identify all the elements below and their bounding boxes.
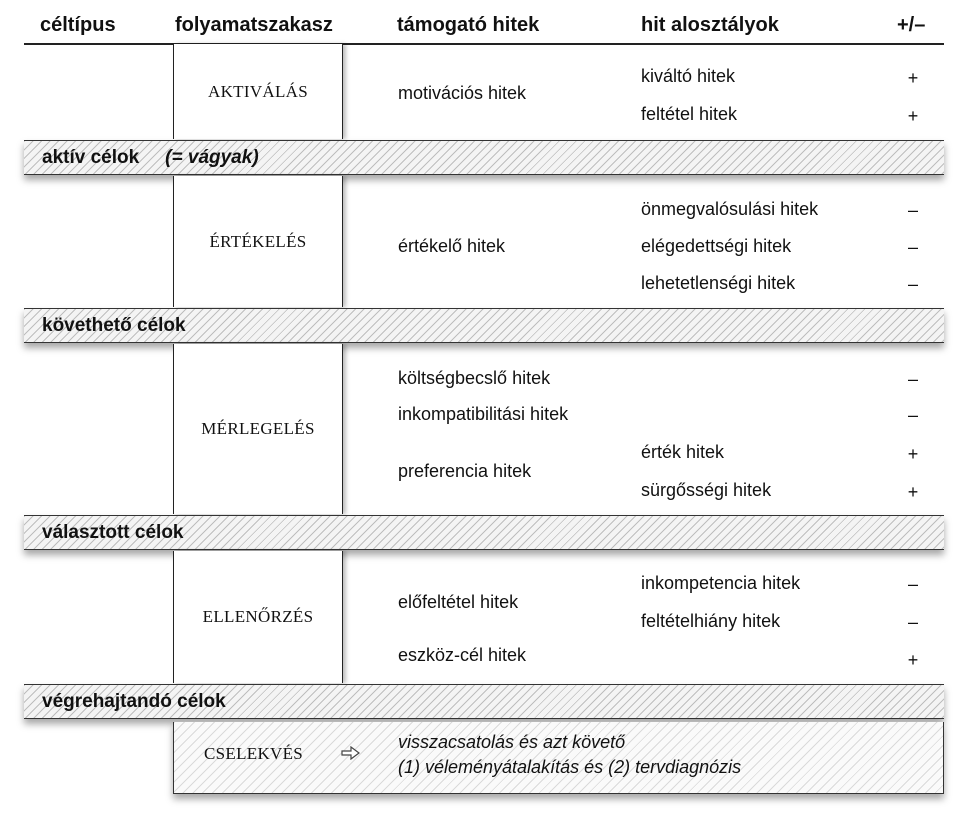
- sign-trigger: +: [907, 68, 919, 88]
- sign-value: +: [907, 444, 919, 464]
- stage-box-deliberation: [173, 344, 343, 514]
- sign-self-realization: –: [907, 200, 918, 220]
- stage-activation: AKTIVÁLÁS: [208, 81, 308, 101]
- sign-impossibility: –: [907, 274, 918, 294]
- subclass-trigger: kiváltó hitek: [641, 66, 736, 86]
- sign-condition: +: [907, 106, 919, 126]
- band-executable-goals: [24, 684, 944, 719]
- sign-condition-lack: –: [907, 612, 918, 632]
- subclass-self-realization: önmegvalósulási hitek: [641, 199, 819, 219]
- stage-box-activation: [173, 44, 343, 139]
- stage-checking: ELLENŐRZÉS: [202, 607, 314, 626]
- belief-means-end: eszköz-cél hitek: [398, 645, 527, 665]
- band-pursuable-goals: [24, 308, 944, 343]
- subclass-value: érték hitek: [641, 442, 725, 462]
- belief-incompatibility: inkompatibilitási hitek: [398, 404, 569, 424]
- stage-box-checking: [173, 551, 343, 683]
- chosen-goals-label: választott célok: [42, 521, 184, 543]
- belief-precondition: előfeltétel hitek: [398, 592, 519, 612]
- pursuable-goals-label: követhető célok: [42, 314, 186, 336]
- sign-incompetence: –: [907, 574, 918, 594]
- active-goals-note: (= vágyak): [165, 146, 259, 168]
- stage-action: CSELEKVÉS: [204, 744, 304, 763]
- header-goal-type: céltípus: [40, 14, 116, 36]
- subclass-urgency: sürgősségi hitek: [641, 480, 772, 500]
- band-chosen-goals: [24, 515, 944, 550]
- hollow-right-arrow-icon: [341, 746, 361, 760]
- belief-motivational: motivációs hitek: [398, 83, 527, 103]
- executable-goals-label: végrehajtandó célok: [42, 690, 226, 712]
- belief-evaluative: értékelő hitek: [398, 236, 506, 256]
- sign-satisfaction: –: [907, 237, 918, 257]
- subclass-condition-lack: feltételhiány hitek: [641, 611, 781, 631]
- sign-urgency: +: [907, 482, 919, 502]
- subclass-satisfaction: elégedettségi hitek: [641, 236, 792, 256]
- stage-box-evaluation: [173, 176, 343, 307]
- subclass-impossibility: lehetetlenségi hitek: [641, 273, 796, 293]
- header-supporting-beliefs: támogató hitek: [397, 14, 540, 36]
- action-box: [173, 722, 944, 794]
- feedback-line-1: visszacsatolás és azt követő: [398, 732, 626, 752]
- header-process-stage: folyamatszakasz: [175, 14, 333, 36]
- sign-incompatibility: –: [907, 405, 918, 425]
- stage-deliberation: MÉRLEGELÉS: [201, 419, 315, 438]
- feedback-line-2: (1) véleményátalakítás és (2) tervdiagnózis: [398, 757, 742, 777]
- sign-cost-estimation: –: [907, 369, 918, 389]
- stage-evaluation: ÉRTÉKELÉS: [209, 231, 307, 251]
- header-belief-subclasses: hit alosztályok: [641, 14, 779, 36]
- active-goals-label: aktív célok: [42, 146, 140, 168]
- belief-preference: preferencia hitek: [398, 461, 532, 481]
- header-rule: [24, 43, 944, 45]
- sign-means-end: +: [907, 650, 919, 670]
- subclass-incompetence: inkompetencia hitek: [641, 573, 801, 593]
- band-active-goals: [24, 140, 944, 175]
- header-sign: +/–: [897, 14, 926, 36]
- belief-cost-estimation: költségbecslő hitek: [398, 368, 551, 388]
- subclass-condition: feltétel hitek: [641, 104, 738, 124]
